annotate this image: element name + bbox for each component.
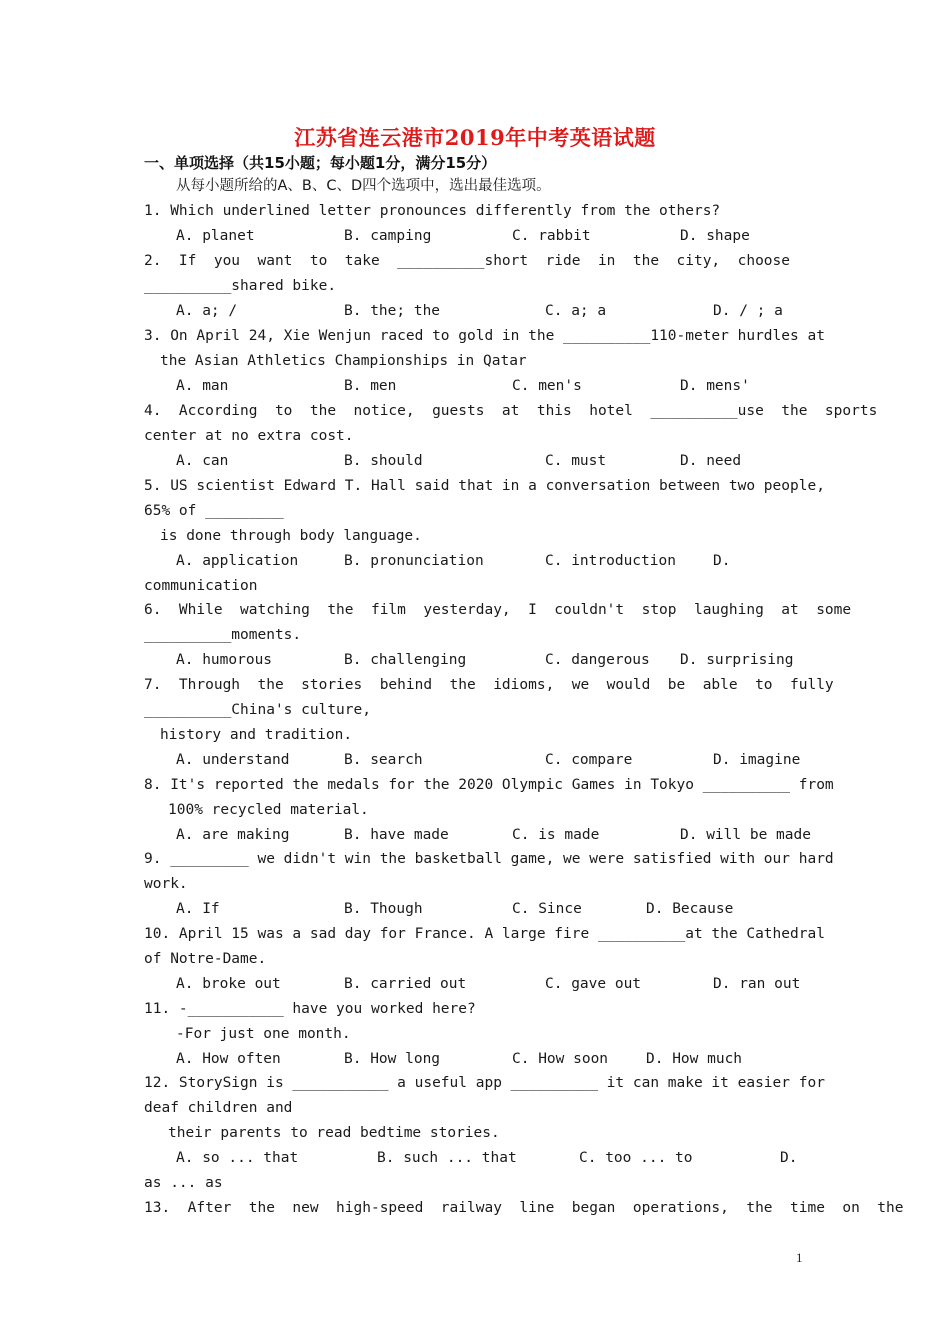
q5-option-d-continued: communication <box>144 578 258 594</box>
q5-stem-line3: is done through body language. <box>160 528 422 544</box>
q12-option-d: D. <box>780 1150 798 1166</box>
q2-option-c: C. a; a <box>545 303 607 319</box>
q8-option-d: D. will be made <box>680 827 811 843</box>
q7-option-d: D. imagine <box>713 752 801 768</box>
q10-stem-line1: 10. April 15 was a sad day for France. A large fire __________at the Cathedral <box>144 926 825 942</box>
q5-stem-line2: 65% of _________ <box>144 503 284 519</box>
q7-option-a: A. understand <box>176 752 290 768</box>
q2-option-a: A. a; / <box>176 303 238 319</box>
q12-option-c: C. too ... to <box>579 1150 693 1166</box>
q12-option-b: B. such ... that <box>377 1150 517 1166</box>
q2-option-b: B. the; the <box>344 303 441 319</box>
q12-stem-line2: deaf children and <box>144 1100 293 1116</box>
q6-option-d: D. surprising <box>680 652 794 668</box>
q3-stem-line2: the Asian Athletics Championships in Qatar <box>160 353 527 369</box>
q4-option-b: B. should <box>344 453 423 469</box>
q1-option-c: C. rabbit <box>512 228 591 244</box>
q1-stem: 1. Which underlined letter pronounces differently from the others? <box>144 203 721 219</box>
q8-stem-line1: 8. It's reported the medals for the 2020 Olympic Games in Tokyo __________ from <box>144 777 834 793</box>
q4-option-c: C. must <box>545 453 607 469</box>
q7-stem-line2: __________China's culture, <box>144 702 371 718</box>
q4-stem-line2: center at no extra cost. <box>144 428 354 444</box>
q4-option-a: A. can <box>176 453 229 469</box>
q1-option-a: A. planet <box>176 228 255 244</box>
q3-option-b: B. men <box>344 378 397 394</box>
q7-stem-line1: 7. Through the stories behind the idioms, we would be able to fully <box>144 677 834 693</box>
q12-stem-line3: their parents to read bedtime stories. <box>168 1125 500 1141</box>
q9-stem-line1: 9. _________ we didn't win the basketball game, we were satisfied with our hard <box>144 851 834 867</box>
q5-option-b: B. pronunciation <box>344 553 484 569</box>
instruction: 从每小题所给的A、B、C、D四个选项中，选出最佳选项。 <box>176 178 551 194</box>
q8-stem-line2: 100% recycled material. <box>168 802 369 818</box>
page-title: 江苏省连云港市2019年中考英语试题 <box>294 125 656 150</box>
q2-stem-line2: __________shared bike. <box>144 278 337 294</box>
q10-stem-line2: of Notre-Dame. <box>144 951 267 967</box>
q11-stem-line2: -For just one month. <box>176 1026 351 1042</box>
q10-option-c: C. gave out <box>545 976 642 992</box>
q11-option-c: C. How soon <box>512 1051 609 1067</box>
q8-option-c: C. is made <box>512 827 600 843</box>
q11-option-b: B. How long <box>344 1051 441 1067</box>
q2-stem-line1: 2. If you want to take __________short ride in the city, choose <box>144 253 791 269</box>
q5-option-a: A. application <box>176 553 299 569</box>
q7-option-b: B. search <box>344 752 423 768</box>
q11-stem-line1: 11. -___________ have you worked here? <box>144 1001 476 1017</box>
q3-stem-line1: 3. On April 24, Xie Wenjun raced to gold in the __________110-meter hurdles at <box>144 328 825 344</box>
q3-option-c: C. men's <box>512 378 582 394</box>
q9-option-a: A. If <box>176 901 220 917</box>
q5-option-d: D. <box>713 553 731 569</box>
q1-option-b: B. camping <box>344 228 432 244</box>
page-number: 1 <box>796 1250 803 1265</box>
q1-option-d: D. shape <box>680 228 750 244</box>
q4-stem-line1: 4. According to the notice, guests at this hotel __________use the sports <box>144 403 878 419</box>
q6-stem-line2: __________moments. <box>144 627 302 643</box>
q6-option-c: C. dangerous <box>545 652 650 668</box>
q2-option-d: D. / ; a <box>713 303 783 319</box>
q6-option-b: B. challenging <box>344 652 467 668</box>
q3-option-d: D. mens' <box>680 378 750 394</box>
q10-option-a: A. broke out <box>176 976 281 992</box>
q9-stem-line2: work. <box>144 876 188 892</box>
q9-option-c: C. Since <box>512 901 582 917</box>
q7-option-c: C. compare <box>545 752 633 768</box>
q11-option-d: D. How much <box>646 1051 743 1067</box>
q10-option-b: B. carried out <box>344 976 467 992</box>
q11-option-a: A. How often <box>176 1051 281 1067</box>
q6-option-a: A. humorous <box>176 652 273 668</box>
q4-option-d: D. need <box>680 453 742 469</box>
q3-option-a: A. man <box>176 378 229 394</box>
q12-stem-line1: 12. StorySign is ___________ a useful app __________ it can make it easier for <box>144 1075 825 1091</box>
q8-option-b: B. have made <box>344 827 449 843</box>
q7-stem-line3: history and tradition. <box>160 727 353 743</box>
q8-option-a: A. are making <box>176 827 290 843</box>
q5-option-c: C. introduction <box>545 553 676 569</box>
q5-stem-line1: 5. US scientist Edward T. Hall said that in a conversation between two people, <box>144 478 825 494</box>
q12-option-a: A. so ... that <box>176 1150 299 1166</box>
q12-option-d-continued: as ... as <box>144 1175 223 1191</box>
q13-stem-line1: 13. After the new high-speed railway line began operations, the time on the <box>144 1200 904 1216</box>
q9-option-d: D. Because <box>646 901 734 917</box>
section-heading: 一、单项选择（共15小题；每小题1分，满分15分） <box>144 154 497 172</box>
q6-stem-line1: 6. While watching the film yesterday, I couldn't stop laughing at some <box>144 602 852 618</box>
q10-option-d: D. ran out <box>713 976 801 992</box>
q9-option-b: B. Though <box>344 901 423 917</box>
